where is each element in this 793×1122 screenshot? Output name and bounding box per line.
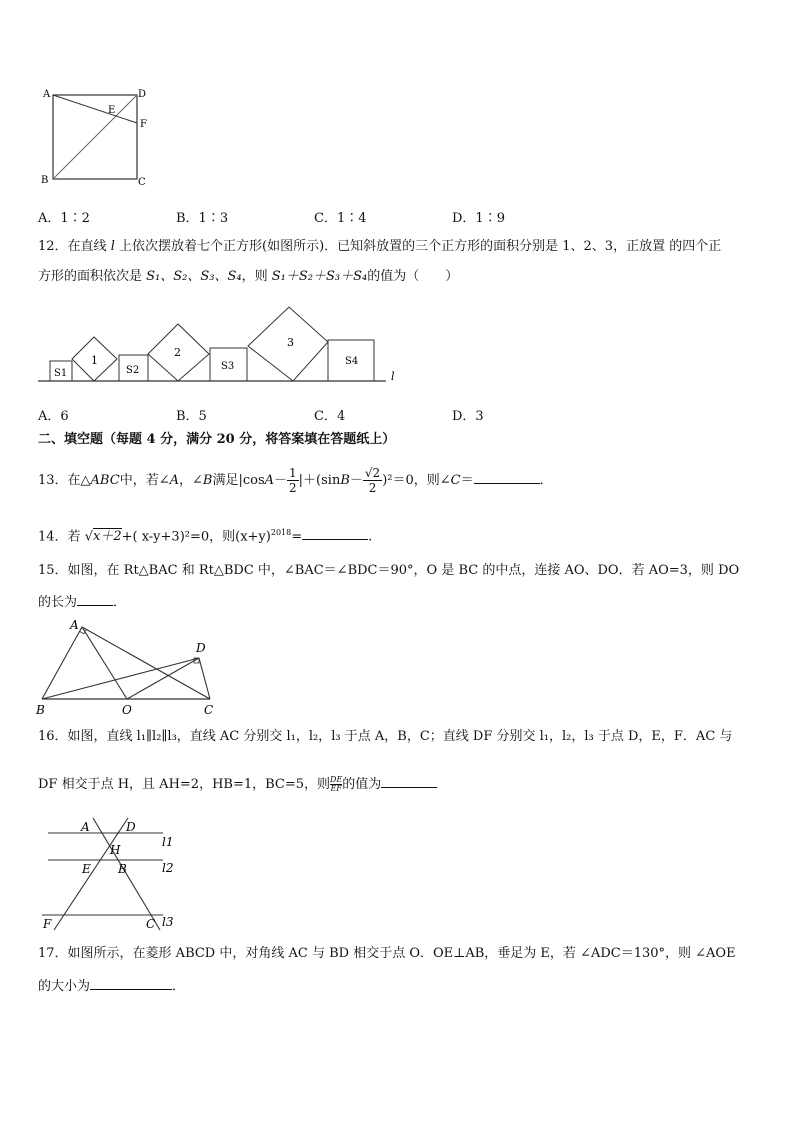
q15-line2: 的长为 ． xyxy=(38,595,127,610)
square-s1-label: S1 xyxy=(54,368,68,379)
label-f: F xyxy=(140,119,147,130)
label-d: D xyxy=(196,641,206,655)
tilted-square-1-label: 1 xyxy=(91,354,98,367)
label-l1: l1 xyxy=(162,835,174,849)
sqrt-symbol: √ xyxy=(84,529,93,545)
label-a: A xyxy=(43,89,51,100)
label-c: C xyxy=(146,917,156,931)
section-heading: 二、填空题（每题 4 分，满分 20 分，将答案填在答题纸上） xyxy=(38,432,396,447)
option-d[interactable]: D．1∶9 xyxy=(452,211,505,226)
option-c[interactable]: C．1∶4 xyxy=(314,211,367,226)
answer-blank[interactable] xyxy=(474,471,540,484)
square-s2-label: S2 xyxy=(126,365,140,376)
square-figure xyxy=(36,86,156,190)
label-h: H xyxy=(110,843,121,857)
label-c: C xyxy=(138,177,146,188)
tilted-square-2-label: 2 xyxy=(174,346,181,359)
q15-line1: 15．如图，在 Rt△BAC 和 Rt△BDC 中，∠BAC＝∠BDC＝90°，O 是 BC 的中点，连接 AO、DO．若 AO=3，则 DO xyxy=(38,563,740,578)
label-e: E xyxy=(108,105,116,116)
square-s4-label: S4 xyxy=(345,356,359,367)
label-b: B xyxy=(41,175,49,186)
fraction-root2-half: $\frac{√2}{2}$ xyxy=(364,466,381,495)
q16-line1: 16．如图，直线 l₁∥l₂∥l₃，直线 AC 分别交 l₁，l₂，l₃ 于点 A，B，C；直线 DF 分别交 l₁，l₂，l₃ 于点 D，E，F．AC 与 xyxy=(38,729,733,744)
tilted-square-3-label: 3 xyxy=(287,336,294,349)
option-a[interactable]: A．1∶2 xyxy=(38,211,90,226)
right-triangles-figure xyxy=(32,615,227,720)
option-c[interactable]: C．4 xyxy=(314,409,346,424)
label-a: A xyxy=(81,820,90,834)
option-b[interactable]: B．5 xyxy=(176,409,207,424)
option-b[interactable]: B．1∶3 xyxy=(176,211,229,226)
parallel-lines-figure xyxy=(38,812,188,934)
fraction-one-half: $\frac{1}{2}$ xyxy=(289,466,297,495)
q17-line2: 的大小为 ． xyxy=(38,979,186,994)
q12-line1: 12．在直线 l 上依次摆放着七个正方形(如图所示)．已知斜放置的三个正方形的面积分别是 1、2、3，正放置 的四个正 xyxy=(38,239,722,254)
label-f: F xyxy=(43,917,52,931)
label-b: B xyxy=(36,703,45,717)
answer-blank[interactable] xyxy=(381,775,437,788)
label-a: A xyxy=(70,618,79,632)
answer-blank[interactable] xyxy=(77,593,113,606)
label-l2: l2 xyxy=(162,861,174,875)
option-d[interactable]: D．3 xyxy=(452,409,484,424)
label-d: D xyxy=(138,89,147,100)
label-l3: l3 xyxy=(162,915,174,929)
q16-line2: DF 相交于点 H，且 AH=2，HB=1，BC=5，则 $\frac{DE}{EF}$的值为 xyxy=(38,775,437,795)
squares-on-line-figure xyxy=(36,304,406,390)
answer-blank[interactable] xyxy=(90,977,172,990)
q12-line2: 方形的面积依次是 S₁、S₂、S₃、S₄，则 S₁＋S₂＋S₃＋S₄的值为（ ） xyxy=(38,269,459,284)
label-b: B xyxy=(118,862,127,876)
label-o: O xyxy=(122,703,132,717)
option-a[interactable]: A．6 xyxy=(38,409,69,424)
line-l-label: l xyxy=(391,370,395,383)
q13-text: 13．在△ABC中，若∠A，∠B满足|cosA－ $\frac{1}{2}$ |＋(sinB－ $\frac{√2}{2}$ )²＝0，则∠C＝ ． xyxy=(38,466,553,495)
label-e: E xyxy=(82,862,91,876)
q14-text: 14．若 √x＋2+( x-y+3)²=0，则$(x+y)^{2018}=$ . xyxy=(38,528,373,545)
answer-blank[interactable] xyxy=(302,527,368,540)
square-s3-label: S3 xyxy=(221,361,235,372)
label-d: D xyxy=(126,820,136,834)
label-c: C xyxy=(204,703,214,717)
q17-line1: 17．如图所示，在菱形 ABCD 中，对角线 AC 与 BD 相交于点 O．OE⊥AB，垂足为 E，若 ∠ADC＝130°，则 ∠AOE xyxy=(38,946,736,961)
fraction-de-ef: $\frac{DE}{EF}$ xyxy=(330,775,343,793)
